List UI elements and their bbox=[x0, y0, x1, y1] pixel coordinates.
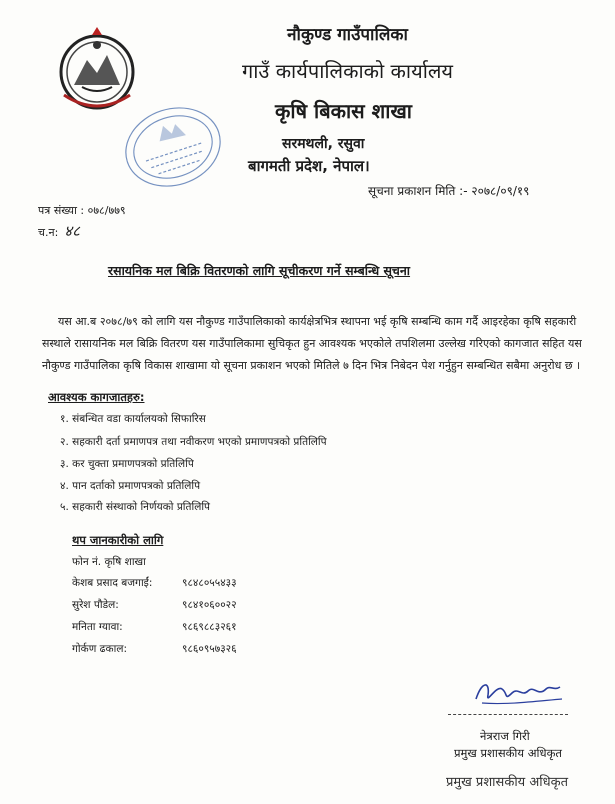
contact-name: गोर्कण ढकाल: bbox=[72, 643, 127, 655]
signer-name: नेत्रराज गिरी bbox=[480, 729, 530, 743]
contact-row bbox=[72, 576, 237, 590]
contact-phone: ९८४८०५५४३३ bbox=[182, 577, 237, 589]
reference-number: पत्र संख्या : ०७८/७७९ bbox=[38, 204, 126, 217]
phone-label: फोन नं. कृषि शाखा bbox=[72, 556, 146, 568]
handwritten-signature bbox=[468, 675, 568, 711]
document-item: ५. सहकारी संस्थाको निर्णयको प्रतिलिपि bbox=[60, 501, 211, 513]
document-item: १. संबन्धित वडा कार्यालयको सिफारिस bbox=[60, 413, 206, 425]
signer-title: प्रमुख प्रशासकीय अधिकृत bbox=[454, 746, 562, 760]
address-line-1: सरमथली, रसुवा bbox=[282, 136, 365, 152]
branch-name: कृषि बिकास शाखा bbox=[274, 99, 412, 123]
document-item: ३. कर चुक्ता प्रमाणपत्रको प्रतिलिपि bbox=[60, 458, 194, 470]
notice-subject: रसायनिक मल बिक्रि वितरणको लागि सूचीकरण गर्ने सम्बन्धि सूचना bbox=[108, 263, 411, 278]
notice-body: यस आ.ब २०७८/७९ को लागि यस नौकुण्ड गाउँपालिकाको कार्यक्षेत्रभित्र स्थापना भई कृषि सम्बन्धि काम गर्दै आइरहेका कृषि सहकारी सस्थाले रासायनिक मल बिक्रि वितरण यस गाउँपालिकामा सुचिकृत हुन आवश्यक भएकोले तपशिलमा उल्लेख गरिएको कागजात सहित यस नौकुण्ड गाउँपालिका कृषि विकास शाखामा यो सूचना प्रकाशन भएको मितिले ७ दिन भित्र निबेदन पेश गर्नुहुन सम्बन्धित सबैमा अनुरोध छ । bbox=[42, 315, 582, 372]
document-item: २. सहकारी दर्ता प्रमाणपत्र तथा नवीकरण भएको प्रमाणपत्रको प्रतिलिपि bbox=[60, 436, 327, 448]
notice-date: सूचना प्रकाशन मिति :- २०७८/०९/१९ bbox=[368, 184, 530, 198]
contact-phone: ९८६०९५७३२६ bbox=[182, 643, 237, 655]
contact-row bbox=[72, 598, 237, 612]
contact-name: मनिता ग्यावा: bbox=[72, 621, 123, 633]
contact-row bbox=[72, 620, 237, 634]
office-name: गाउँ कार्यपालिकाको कार्यालय bbox=[241, 59, 454, 83]
contact-phone: ९८६९८८३२६१ bbox=[182, 621, 237, 633]
document-item: ४. पान दर्ताको प्रमाणपत्रको प्रतिलिपि bbox=[60, 480, 201, 492]
signature-line bbox=[448, 714, 568, 715]
contact-phone: ९८४१०६००२२ bbox=[182, 599, 237, 611]
signer-stamp-title: प्रमुख प्रशासकीय अधिकृत bbox=[446, 775, 569, 790]
contact-name: सुरेश पौडेल: bbox=[72, 599, 119, 611]
contact-heading: थप जानकारीको लागि bbox=[72, 533, 164, 547]
dispatch-value: ४८ bbox=[64, 222, 80, 240]
address-line-2: बागमती प्रदेश, नेपाल। bbox=[248, 157, 370, 175]
contact-row bbox=[72, 642, 237, 656]
documents-heading: आवश्यक कागजातहरु: bbox=[48, 390, 145, 404]
org-name: नौकुण्ड गाउँपालिका bbox=[287, 25, 408, 45]
contact-name: केशब प्रसाद बजगाईं: bbox=[72, 577, 153, 589]
dispatch-number bbox=[38, 221, 80, 241]
dispatch-label: च.न: bbox=[38, 226, 59, 239]
